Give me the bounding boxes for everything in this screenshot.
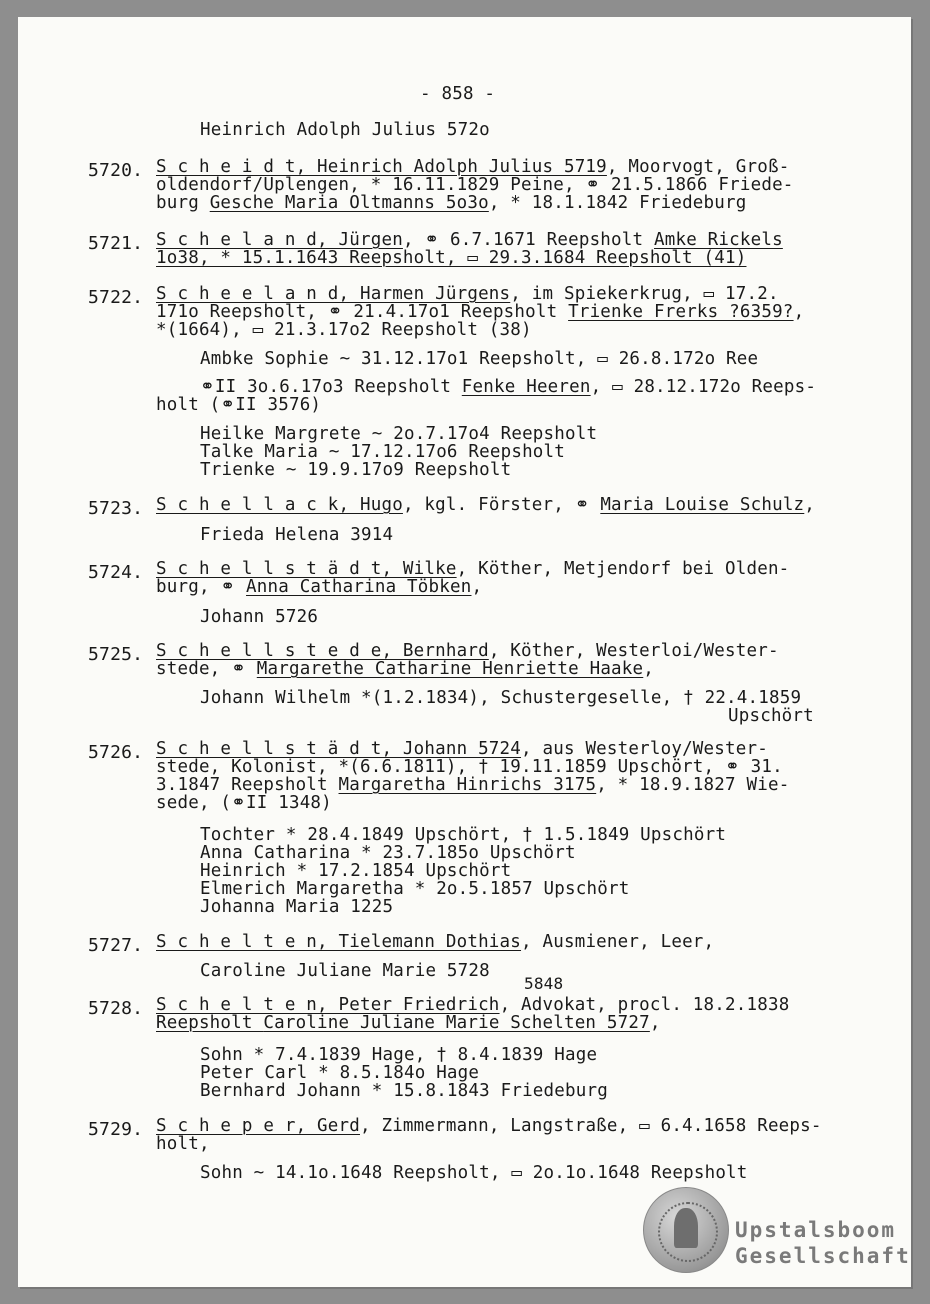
entry-text: 1o38, * 15.1.1643 Reepsholt, ▭ 29.3.1684 Reepsholt (41) [156, 248, 747, 268]
spouse-name: Caroline Juliane Marie Schelten 5727 [263, 1013, 650, 1033]
entry-text: Reepsholt [156, 1013, 264, 1033]
spouse-name: Anna Catharina Töbken [246, 577, 472, 597]
child-line: Tochter * 28.4.1849 Upschört, † 1.5.1849 Upschört [200, 825, 727, 845]
entry-line [156, 578, 482, 596]
entry-number: 5721. [88, 233, 144, 254]
child-line: Caroline Juliane Marie 5728 [200, 961, 490, 981]
entry-name: S c h e l a n d, Jürgen [156, 230, 403, 250]
entry-text: , kgl. Förster, ⚭ [402, 495, 601, 515]
entry-line [156, 1014, 661, 1032]
spouse-name: Margarethe Catharine Henriette Haake [256, 659, 644, 679]
entry-text: , aus Westerloy/Wester- [521, 739, 768, 759]
entry-text: , [804, 495, 816, 515]
entry-name: S c h e e l a n d, Harmen Jürgens [156, 284, 511, 304]
child-line: Peter Carl * 8.5.184o Hage [200, 1063, 480, 1083]
entry-number: 5728. [88, 998, 144, 1019]
entry-text: , Moorvogt, Groß- [606, 157, 790, 177]
child-line: holt (⚭II 3576) [156, 395, 322, 415]
entry-text: 171o Reepsholt, ⚭ 21.4.17o1 Reepsholt [156, 302, 569, 322]
entry-name: S c h e l l s t ä d t, Wilke [156, 559, 457, 579]
entry-text: , [643, 659, 655, 679]
child-line: Elmerich Margaretha * 2o.5.1857 Upschört [200, 879, 630, 899]
entry-line [156, 1117, 822, 1135]
entry-text: , [471, 577, 483, 597]
entry-line [156, 933, 714, 951]
spouse-name: Maria Louise Schulz [600, 495, 805, 515]
spouse-name: Gesche Maria Oltmanns 5o3o [209, 193, 489, 213]
entry-name: S c h e l t e n, Peter Friedrich [156, 995, 500, 1015]
entry-line: sede, (⚭II 1348) [156, 793, 332, 813]
entry-number: 5725. [88, 644, 144, 665]
entry-number: 5726. [88, 742, 144, 763]
entry-text: , * 18.1.1842 Friedeburg [488, 193, 747, 213]
child-line: Johann Wilhelm *(1.2.1834), Schustergeselle, † 22.4.1859 [200, 688, 802, 708]
entry-number: 5724. [88, 562, 144, 583]
entry-text: , Ausmiener, Leer, [521, 932, 715, 952]
entry-text: ⚭II 3o.6.17o3 Reepsholt [200, 377, 462, 397]
entry-line [156, 996, 789, 1014]
spouse-name: Amke Rickels [654, 230, 783, 250]
entry-text: burg, ⚭ [156, 577, 247, 597]
entry-line [156, 496, 815, 514]
entry-line [156, 194, 747, 212]
entry-text: , * 18.9.1827 Wie- [596, 775, 790, 795]
entry-line: stede, Kolonist, *(6.6.1811), † 19.11.1859 Upschört, ⚭ 31. [156, 757, 783, 777]
entry-number: 5723. [88, 498, 144, 519]
seal-figure [674, 1208, 698, 1248]
entry-number: 5720. [88, 160, 144, 181]
child-line: Trienke ~ 19.9.17o9 Reepsholt [200, 460, 512, 480]
entry-line [156, 303, 804, 321]
entry-line [156, 740, 768, 758]
child-line: Heinrich * 17.2.1854 Upschört [200, 861, 512, 881]
upstalsboom-seal-icon [643, 1187, 729, 1273]
entry-text: , ▭ 28.12.172o Reeps- [590, 377, 817, 397]
child-line: Sohn ~ 14.1o.1648 Reepsholt, ▭ 2o.1o.1648 Reepsholt [200, 1163, 748, 1183]
entry-name: S c h e l l s t ä d t, Johann 5724 [156, 739, 522, 759]
entry-line: oldendorf/Uplengen, * 16.11.1829 Peine, ⚭ 21.5.1866 Friede- [156, 175, 794, 195]
entry-line [156, 231, 783, 249]
spouse-name: Margaretha Hinrichs 3175 [338, 775, 597, 795]
child-line: Johanna Maria 1225 [200, 897, 394, 917]
entry-name: S c h e p e r, Gerd [156, 1116, 360, 1136]
child-line: Bernhard Johann * 15.8.1843 Friedeburg [200, 1081, 608, 1101]
entry-number: 5727. [88, 935, 144, 956]
page-number: - 858 - [420, 84, 496, 104]
entry-name: S c h e l l a c k, Hugo [156, 495, 403, 515]
entry-text: stede, ⚭ [156, 659, 257, 679]
entry-name: S c h e l l s t e d e, Bernhard [156, 641, 489, 661]
entry-text: , im Spiekerkrug, ▭ 17.2. [510, 284, 779, 304]
entry-number: 5729. [88, 1119, 144, 1140]
child-line: Heilke Margrete ~ 2o.7.17o4 Reepsholt [200, 424, 598, 444]
child-line: Talke Maria ~ 17.12.17o6 Reepsholt [200, 442, 566, 462]
handwritten-note: 5848 [524, 974, 564, 993]
intro-line: Heinrich Adolph Julius 572o [200, 120, 490, 140]
logo-line-2: Gesellschaft [735, 1244, 911, 1268]
entry-line [156, 776, 789, 794]
entry-text: burg [156, 193, 210, 213]
entry-text: , Köther, Westerloi/Wester- [488, 641, 779, 661]
entry-text: , [649, 1013, 661, 1033]
entry-line [156, 642, 779, 660]
entry-text: , Zimmermann, Langstraße, ▭ 6.4.1658 Reeps- [359, 1116, 822, 1136]
child-line: Frieda Helena 3914 [200, 525, 394, 545]
entry-text: , Köther, Metjendorf bei Olden- [456, 559, 790, 579]
entry-text: 3.1847 Reepsholt [156, 775, 339, 795]
child-line [200, 378, 816, 396]
child-line: Anna Catharina * 23.7.185o Upschört [200, 843, 576, 863]
child-line: Sohn * 7.4.1839 Hage, † 8.4.1839 Hage [200, 1045, 598, 1065]
entry-line [156, 660, 654, 678]
entry-text: , [793, 302, 805, 322]
entry-line [156, 285, 779, 303]
child-line: Upschört [728, 706, 814, 726]
logo-line-1: Upstalsboom [735, 1218, 897, 1242]
child-line: Johann 5726 [200, 607, 319, 627]
entry-text: , ⚭ 6.7.1671 Reepsholt [402, 230, 654, 250]
entry-name: S c h e i d t, Heinrich Adolph Julius 5719 [156, 157, 607, 177]
entry-number: 5722. [88, 287, 144, 308]
spouse-name: Fenke Heeren [461, 377, 591, 397]
document-page [18, 17, 911, 1287]
spouse-name: Trienke Frerks ?6359? [568, 302, 794, 322]
entry-line [156, 249, 746, 267]
entry-name: S c h e l t e n, Tielemann Dothias [156, 932, 522, 952]
entry-line: holt, [156, 1134, 210, 1154]
entry-text: , Advokat, procl. 18.2.1838 [499, 995, 790, 1015]
entry-line [156, 158, 789, 176]
child-line: Ambke Sophie ~ 31.12.17o1 Reepsholt, ▭ 26.8.172o Ree [200, 349, 759, 369]
entry-line [156, 560, 789, 578]
entry-line: *(1664), ▭ 21.3.17o2 Reepsholt (38) [156, 320, 532, 340]
